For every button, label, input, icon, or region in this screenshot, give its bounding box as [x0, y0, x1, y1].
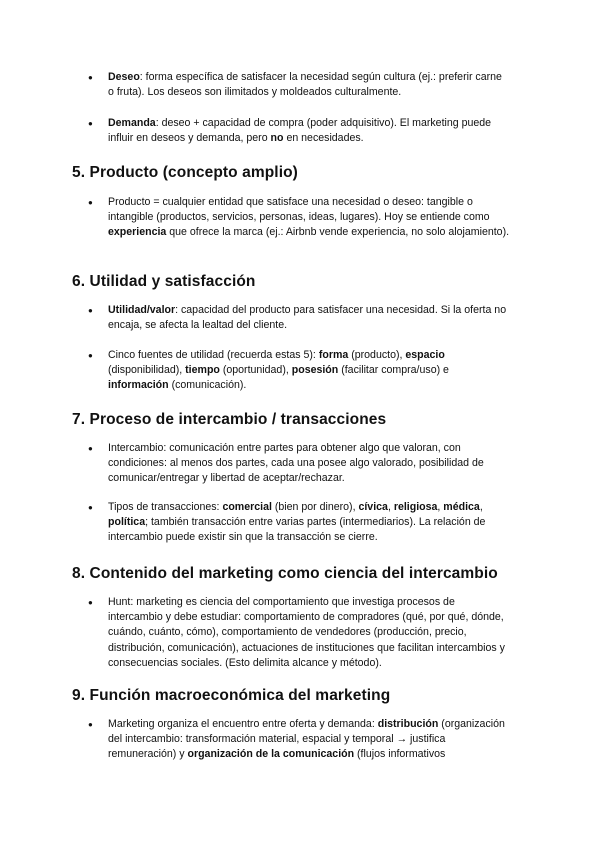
section-heading-5: 5. Producto (concepto amplio)	[72, 164, 298, 181]
bold-term: experiencia	[108, 226, 167, 239]
text-run: : deseo + capacidad de compra (poder adquisitivo). El marketing puede influir en deseos y demanda, pero	[108, 117, 492, 145]
list-item	[108, 717, 510, 763]
bold-term: Utilidad/valor	[108, 304, 176, 316]
text-run: ,	[479, 501, 483, 513]
bold-term: forma	[318, 349, 349, 361]
text-run: Cinco fuentes de utilidad (recuerda estas 5):	[108, 349, 319, 361]
text-run: (oportunidad),	[219, 364, 292, 377]
bold-term: Deseo	[108, 71, 140, 83]
text-run: (bien por dinero),	[271, 501, 359, 513]
list-item	[108, 195, 510, 241]
list-item	[108, 595, 510, 671]
text-run: Intercambio: comunicación entre partes para obtener algo que valoran, con condiciones: al menos dos partes, cada una posee algo valorado, posibilidad de comunicar/entregar y libertad de aceptar/rechazar.	[108, 442, 484, 485]
bold-term: cívica	[358, 501, 388, 513]
section-heading-7: 7. Proceso de intercambio / transacciones	[72, 411, 387, 428]
list-item	[108, 348, 510, 394]
text-run: Marketing organiza el encuentro entre oferta y demanda:	[108, 718, 378, 730]
text-run: en necesidades.	[283, 132, 364, 145]
bold-term: comercial	[222, 501, 272, 513]
bold-term: espacio	[405, 349, 445, 361]
section-heading-8: 8. Contenido del marketing como ciencia del intercambio	[72, 565, 498, 582]
text-run: (producto),	[348, 349, 406, 361]
bold-term: médica	[443, 501, 480, 513]
list-item	[108, 441, 510, 487]
bold-term: información	[108, 379, 169, 392]
list-item	[108, 303, 510, 333]
bold-term: distribución	[377, 718, 439, 730]
text-run: que ofrece la marca (ej.: Airbnb vende experiencia, no solo alojamiento).	[166, 226, 510, 239]
text-run: : capacidad del producto para satisfacer una necesidad. Si la oferta no encaja, se afecta la lealtad del cliente.	[108, 304, 507, 332]
list-item	[108, 70, 510, 100]
text-run: (organización del intercambio: transformación material, espacial y temporal → justifica remuneración) y	[108, 718, 505, 761]
text-run: (disponibilidad),	[108, 364, 186, 377]
text-run: Tipos de transacciones:	[108, 501, 223, 513]
text-run: (facilitar compra/uso) e	[338, 364, 449, 377]
text-run: ,	[387, 501, 394, 513]
text-run: : forma específica de satisfacer la necesidad según cultura (ej.: preferir carne o fruta). Los deseos son ilimitados y moldeados culturalmente.	[108, 71, 502, 99]
section-heading-9: 9. Función macroeconómica del marketing	[72, 687, 391, 704]
text-run: Hunt: marketing es ciencia del comportamiento que investiga procesos de intercambio y debe estudiar: comportamiento de compradores (qué, por qué, dónde, cuándo, cuánto, cómo), comportamiento de vendedores (producción, precio, distribución, comunicación), actuaciones de instituciones que facilitan intercambios y consecuencias sociales. (Esto delimita alcance y método).	[108, 596, 505, 669]
section-heading-6: 6. Utilidad y satisfacción	[72, 273, 256, 290]
text-run: ,	[437, 501, 444, 513]
bold-term: Demanda	[108, 117, 156, 129]
bold-term: posesión	[291, 364, 339, 377]
bold-term: política	[108, 516, 146, 529]
bold-term: tiempo	[185, 364, 220, 377]
list-item	[108, 500, 510, 546]
bold-term: no	[270, 132, 284, 145]
bold-term: organización de la comunicación	[187, 748, 355, 761]
bold-term: religiosa	[393, 501, 438, 513]
list-item	[108, 116, 510, 146]
text-run: ; también transacción entre varias partes (intermediarios). La relación de intercambio puede existir sin que la transacción se cierre.	[108, 516, 486, 544]
text-run: (comunicación).	[168, 379, 247, 392]
text-run: Producto = cualquier entidad que satisface una necesidad o deseo: tangible o intangible (productos, servicios, personas, ideas, lugares). Hoy se entiende como	[108, 196, 490, 224]
text-run: (flujos informativos	[354, 748, 446, 761]
